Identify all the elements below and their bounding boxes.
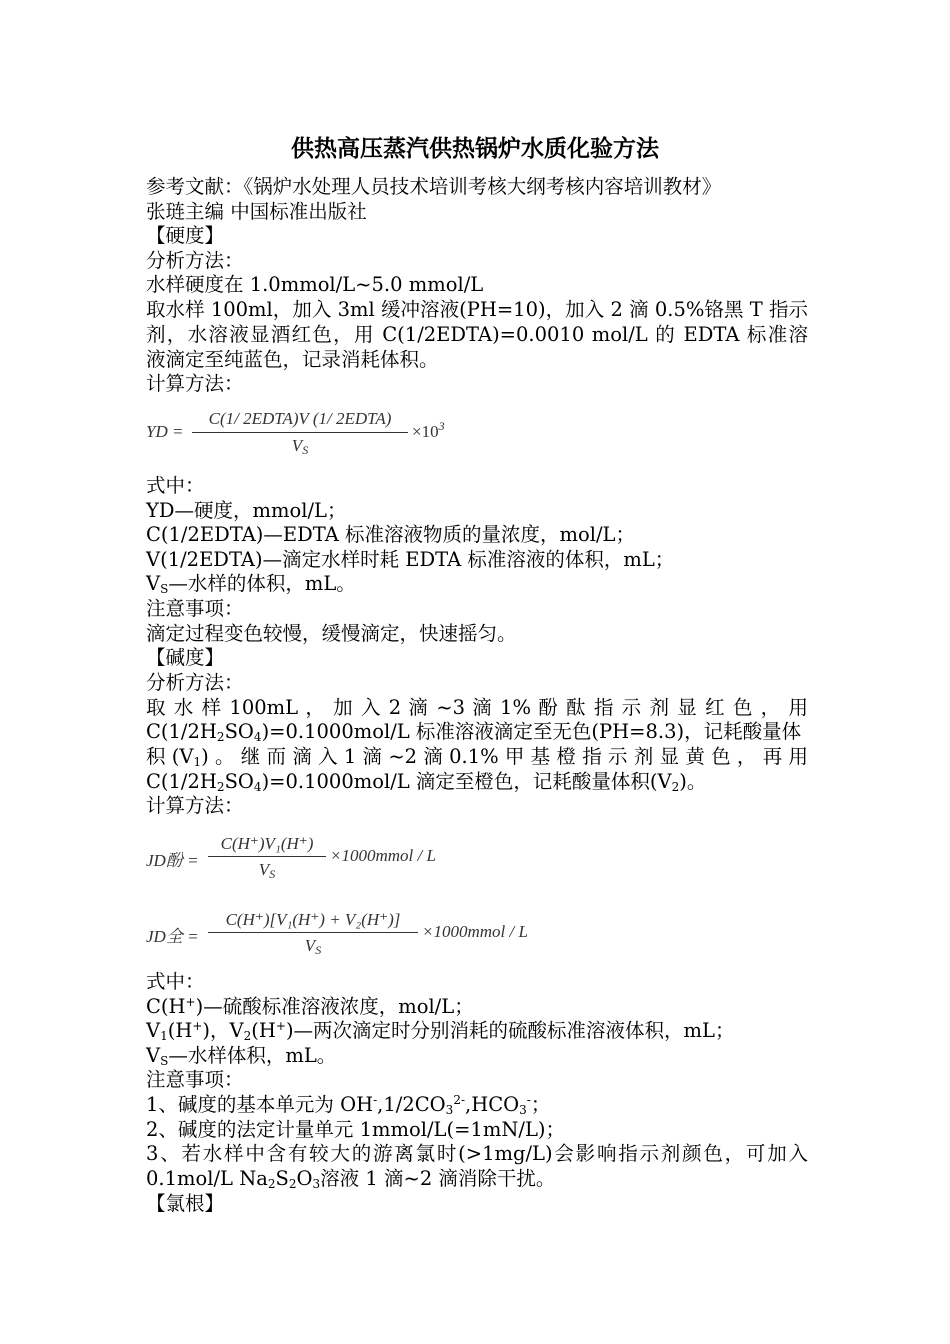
alkalinity-procedure-line: 取 水 样 100mL ， 加 入 2 滴 ~3 滴 1% 酚 酞 指 示 剂 显 红 色 ， 用 <box>146 696 808 719</box>
where-label: 式中： <box>146 970 205 993</box>
section-heading-chloride: 【氯根】 <box>146 1192 225 1215</box>
reference-editor-line: 张琏主编 中国标准出版社 <box>146 200 367 223</box>
note-item: 0.1mol/L $Na_2S_2O_3$溶液 1 滴~2 滴消除干扰。 <box>146 1167 556 1191</box>
alkalinity-total-formula <box>146 906 566 964</box>
definition-line: C(H+)—硫酸标准溶液浓度，mol/L； <box>146 995 474 1018</box>
section-heading-hardness: 【硬度】 <box>146 224 225 247</box>
section-heading-alkalinity: 【碱度】 <box>146 646 225 669</box>
page-title: 供热高压蒸汽供热锅炉水质化验方法 <box>291 135 659 162</box>
note-item: 3、若水样中含有较大的游离氯时(>1mg/L)会影响指示剂颜色，可加入 <box>146 1142 808 1165</box>
calc-label: 计算方法： <box>146 372 244 395</box>
note-text: 滴定过程变色较慢，缓慢滴定，快速摇匀。 <box>146 622 517 645</box>
formula-lhs: YD = <box>146 422 184 441</box>
formula-denominator: $V_S$ <box>304 936 322 957</box>
definition-line: YD—硬度，mmol/L； <box>146 499 347 522</box>
hardness-range: 水样硬度在 1.0mmol/L~5.0 mmol/L <box>146 273 484 296</box>
alkalinity-procedure-line: $C(1/2H_2SO_4)=0.1000mol/L$ 滴定至橙色，记耗酸量体积$(V_2)$。 <box>146 770 707 794</box>
formula-numerator: C(H⁺)[V₁(H⁺) + V₂(H⁺)] <box>225 910 401 929</box>
fraction-bar <box>192 432 408 433</box>
definition-line: C(1/2EDTA)—EDTA 标准溶液物质的量浓度，mol/L； <box>146 523 635 546</box>
formula-denominator: $V_S$ <box>291 436 309 457</box>
fraction-bar <box>208 932 418 933</box>
formula-multiplier: ×1000mmol / L <box>330 846 436 865</box>
formula-denominator: $V_S$ <box>258 860 276 881</box>
formula-multiplier: $\times 10^3$ <box>412 419 445 441</box>
where-label: 式中： <box>146 474 205 497</box>
note-label: 注意事项： <box>146 597 244 620</box>
definition-line: V(1/2EDTA)—滴定水样时耗 EDTA 标准溶液的体积，mL； <box>146 548 675 571</box>
hardness-procedure-line: 液滴定至纯蓝色，记录消耗体积。 <box>146 348 439 371</box>
formula-lhs: JD全 = <box>146 927 199 946</box>
calc-label: 计算方法： <box>146 794 244 817</box>
formula-multiplier: ×1000mmol / L <box>422 922 528 941</box>
formula-numerator: C(1/ 2EDTA)V (1/ 2EDTA) <box>208 409 392 428</box>
alkalinity-phenolphthalein-formula <box>146 830 466 888</box>
hardness-procedure-line: 剂，水溶液显酒红色，用 C(1/2EDTA)=0.0010 mol/L 的 EDTA 标准溶 <box>146 323 808 346</box>
hardness-formula <box>146 405 466 465</box>
alkalinity-procedure-line: $C(1/2H_2SO_4)=0.1000mol/L$ 标准溶液滴定至无色(PH=8.3)，记耗酸量体 <box>146 720 802 744</box>
hardness-procedure-line: 取水样 100ml，加入 3ml 缓冲溶液(PH=10)，加入 2 滴 0.5%铬黑 T 指示 <box>146 298 808 321</box>
definition-line: $V_S—$水样的体积，mL。 <box>146 572 356 596</box>
formula-lhs: JD酚 = <box>146 851 199 870</box>
formula-numerator: C(H⁺)V₁(H⁺) <box>220 834 314 853</box>
note-item: 2、碱度的法定计量单元 1mmol/L(=1mN/L)； <box>146 1118 566 1141</box>
method-label: 分析方法： <box>146 249 244 272</box>
method-label: 分析方法： <box>146 671 244 694</box>
alkalinity-procedure-line: 积 $(V_1)$ 。 继 而 滴 入 1 滴 ~2 滴 0.1% 甲 基 橙 指 示 剂 显 黄 色 ， 再 用 <box>146 745 809 769</box>
note-item: 1、碱度的基本单元为 $OH^-,1/2CO_3^{2-},HCO_3^-$； <box>146 1093 551 1117</box>
definition-line: $V_S—$水样体积，mL。 <box>146 1044 337 1068</box>
reference-line: 参考文献：《锅炉水处理人员技术培训考核大纲考核内容培训教材》 <box>146 175 722 198</box>
definition-line: $V_1(H^+)$，$V_2(H^+)—$两次滴定时分别消耗的硫酸标准溶液体积，mL； <box>146 1019 735 1043</box>
note-label: 注意事项： <box>146 1068 244 1091</box>
fraction-bar <box>208 856 326 857</box>
